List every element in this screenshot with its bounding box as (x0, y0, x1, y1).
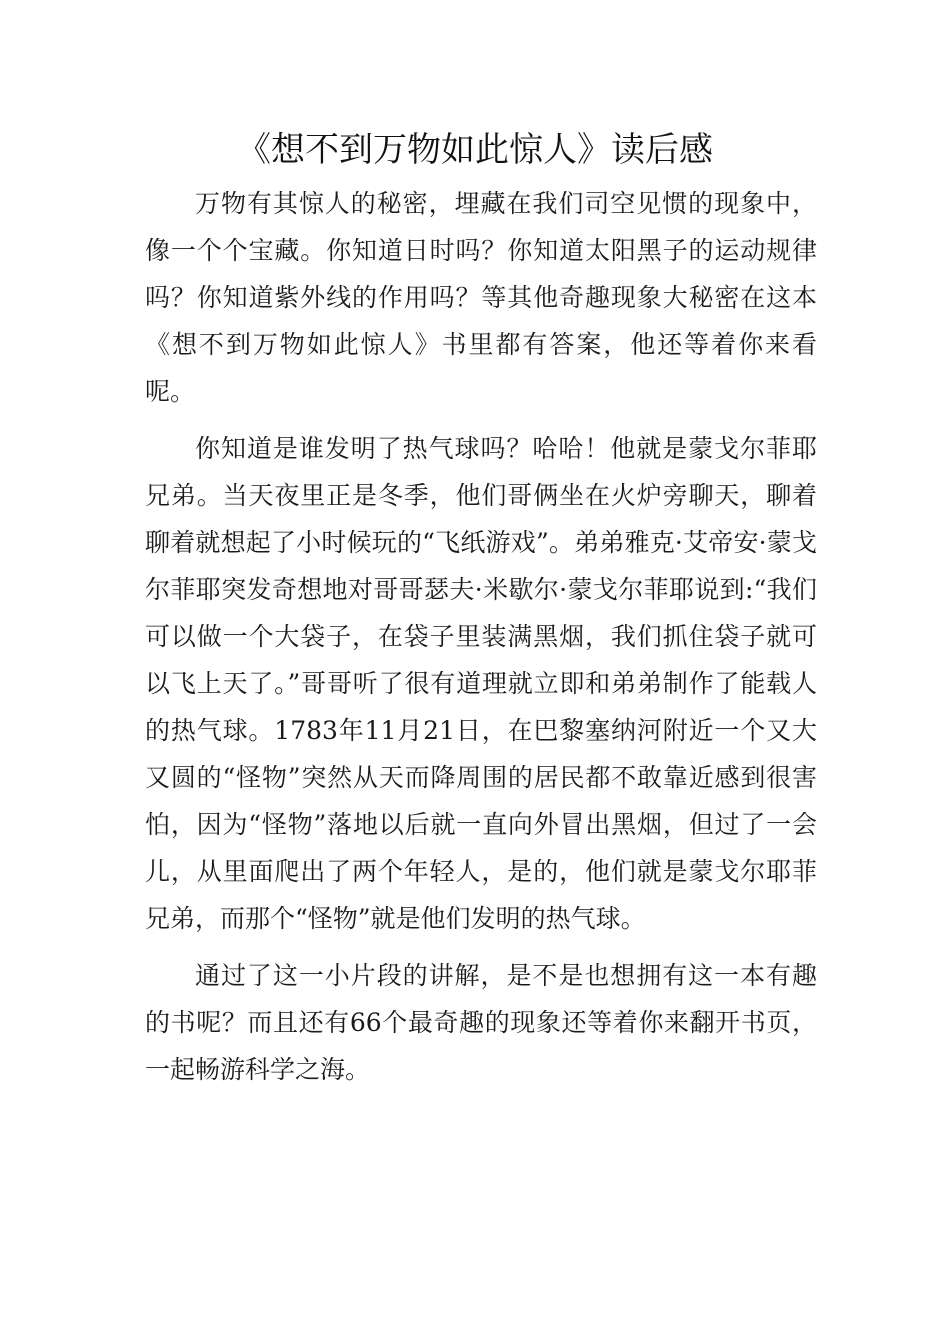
paragraph-conclusion: 通过了这一小片段的讲解，是不是也想拥有这一本有趣的书呢？而且还有66个最奇趣的现象还等着你来翻开书页，一起畅游科学之海。 (145, 961, 817, 1084)
document-title: 《想不到万物如此惊人》读后感 (237, 130, 713, 170)
paragraph-intro: 万物有其惊人的秘密，埋藏在我们司空见惯的现象中，像一个个宝藏。你知道日时吗？你知道太阳黑子的运动规律吗？你知道紫外线的作用吗？等其他奇趣现象大秘密在这本《想不到万物如此惊人》书里都有答案，他还等着你来看呢。 (145, 189, 817, 406)
document-body (145, 180, 817, 1093)
paragraph-hot-air-balloon: 你知道是谁发明了热气球吗？哈哈！他就是蒙戈尔菲耶兄弟。当天夜里正是冬季，他们哥俩坐在火炉旁聊天，聊着聊着就想起了小时候玩的“飞纸游戏”。弟弟雅克·艾帝安·蒙戈尔菲耶突发奇想地对哥哥瑟夫·米歇尔·蒙戈尔菲耶说到:“我们可以做一个大袋子，在袋子里装满黑烟，我们抓住袋子就可以飞上天了。”哥哥听了很有道理就立即和弟弟制作了能载人的热气球。1783年11月21日，在巴黎塞纳河附近一个又大又圆的“怪物”突然从天而降周围的居民都不敢靠近感到很害怕，因为“怪物”落地以后就一直向外冒出黑烟，但过了一会儿，从里面爬出了两个年轻人，是的，他们就是蒙戈尔耶菲兄弟，而那个“怪物”就是他们发明的热气球。 (145, 434, 817, 933)
